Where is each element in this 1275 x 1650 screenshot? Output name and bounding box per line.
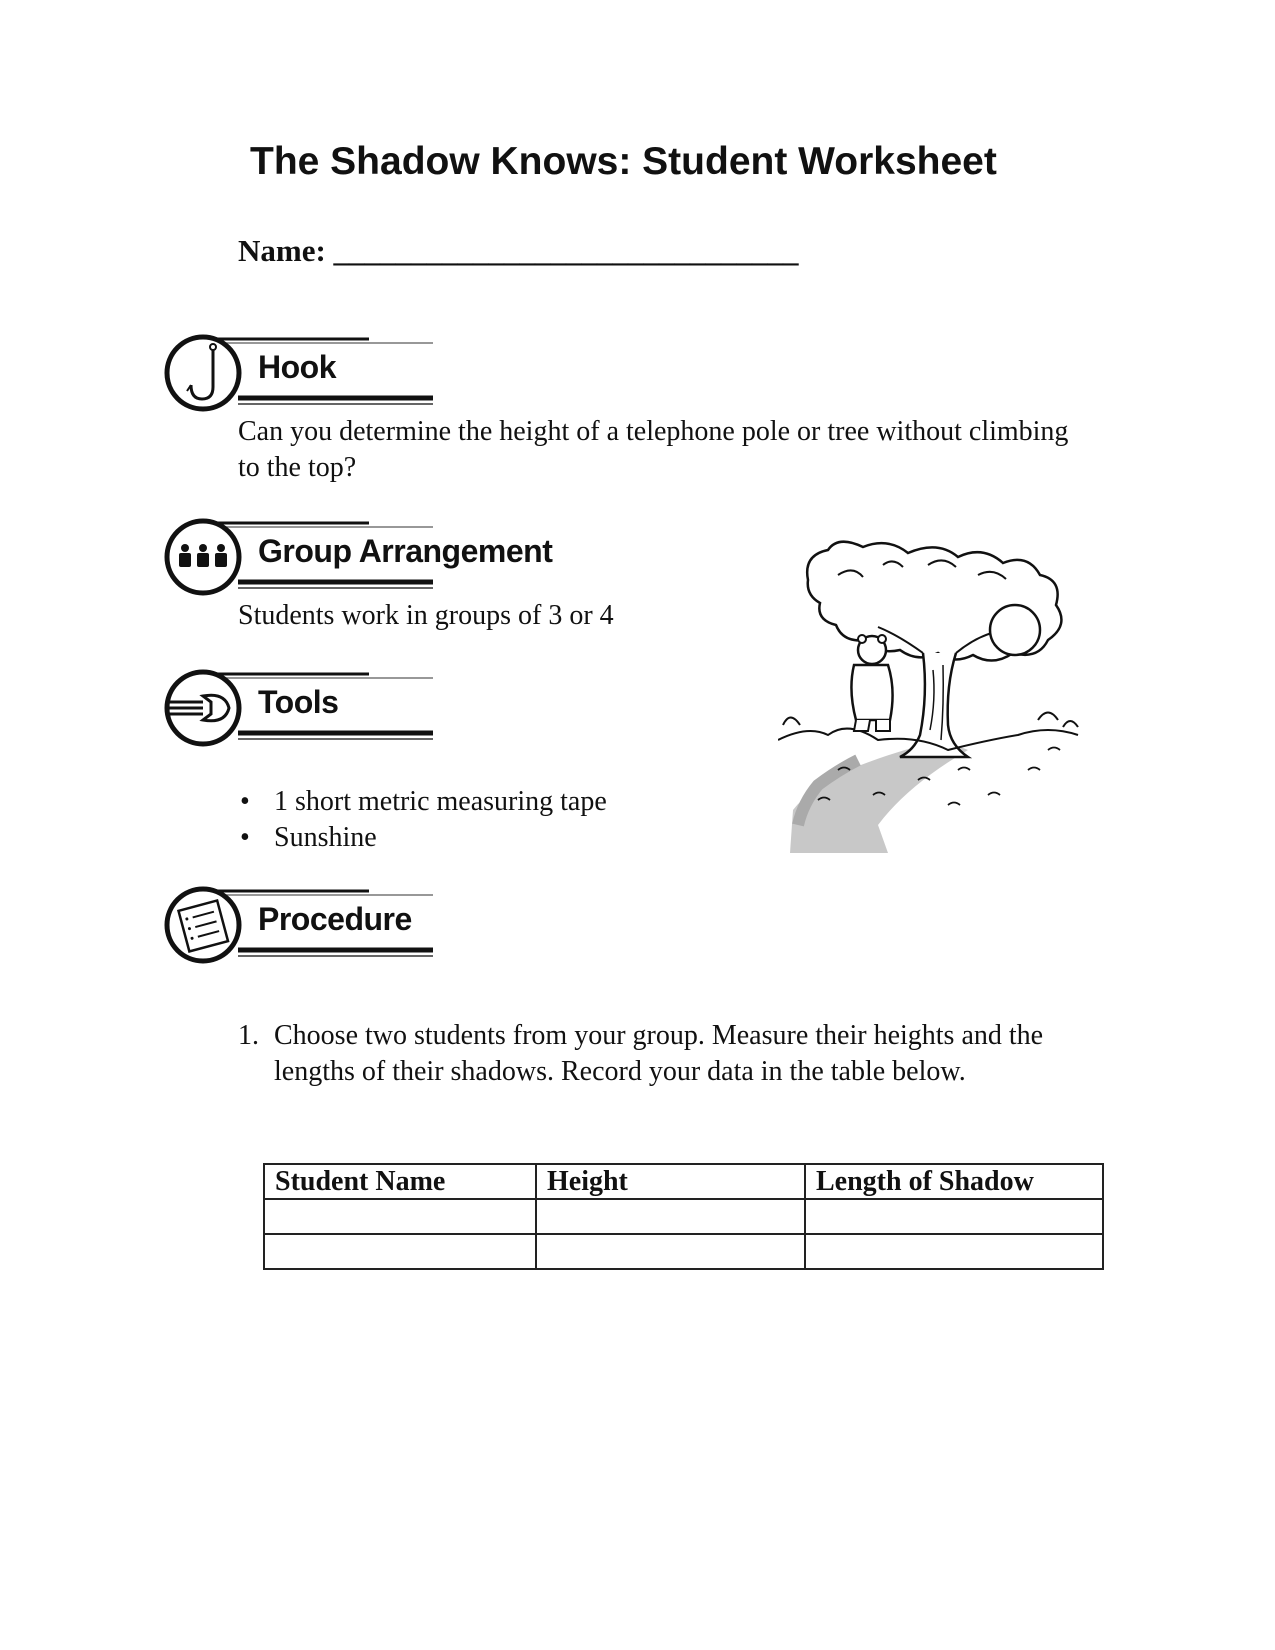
column-header: Student Name bbox=[264, 1164, 536, 1199]
table-cell[interactable] bbox=[264, 1234, 536, 1269]
section-header-hook bbox=[163, 333, 463, 417]
tool-item-label: Sunshine bbox=[274, 822, 377, 853]
table-cell[interactable] bbox=[805, 1234, 1103, 1269]
bullet-icon: • bbox=[240, 822, 250, 853]
table-cell[interactable] bbox=[805, 1199, 1103, 1234]
table-row bbox=[264, 1234, 1103, 1269]
list-item bbox=[238, 820, 607, 856]
table-cell[interactable] bbox=[536, 1234, 805, 1269]
data-table bbox=[263, 1163, 1104, 1270]
column-header: Length of Shadow bbox=[805, 1164, 1103, 1199]
section-header-procedure bbox=[163, 885, 463, 969]
list-item bbox=[238, 1018, 1078, 1090]
bear-under-tree-illustration bbox=[778, 535, 1083, 865]
table-cell[interactable] bbox=[264, 1199, 536, 1234]
table-header-row bbox=[264, 1164, 1103, 1199]
tools-list bbox=[238, 784, 607, 856]
step-text: Choose two students from your group. Measure their heights and the lengths of their shadows. Record your data in the table below. bbox=[274, 1020, 1044, 1087]
section-header-tools bbox=[163, 668, 463, 752]
group-text: Students work in groups of 3 or 4 bbox=[238, 600, 614, 631]
bullet-icon: • bbox=[240, 786, 250, 817]
step-number: 1. bbox=[238, 1020, 259, 1051]
procedure-steps bbox=[238, 1018, 1078, 1090]
section-label-hook: Hook bbox=[258, 349, 336, 385]
name-blank-line: ______________________________ bbox=[333, 233, 799, 268]
table-cell[interactable] bbox=[536, 1199, 805, 1234]
page-title: The Shadow Knows: Student Worksheet bbox=[250, 140, 997, 183]
list-item bbox=[238, 784, 607, 820]
hook-text: Can you determine the height of a telephone pole or tree without climbing to the top? bbox=[238, 416, 1069, 483]
section-label-group-arrangement: Group Arrangement bbox=[258, 533, 553, 569]
section-label-procedure: Procedure bbox=[258, 901, 412, 937]
tool-item-label: 1 short metric measuring tape bbox=[274, 786, 607, 817]
column-header: Height bbox=[536, 1164, 805, 1199]
table-row bbox=[264, 1199, 1103, 1234]
section-header-group-arrangement bbox=[163, 517, 583, 601]
section-label-tools: Tools bbox=[258, 684, 339, 720]
name-field bbox=[238, 233, 799, 269]
name-label: Name: bbox=[238, 233, 326, 268]
